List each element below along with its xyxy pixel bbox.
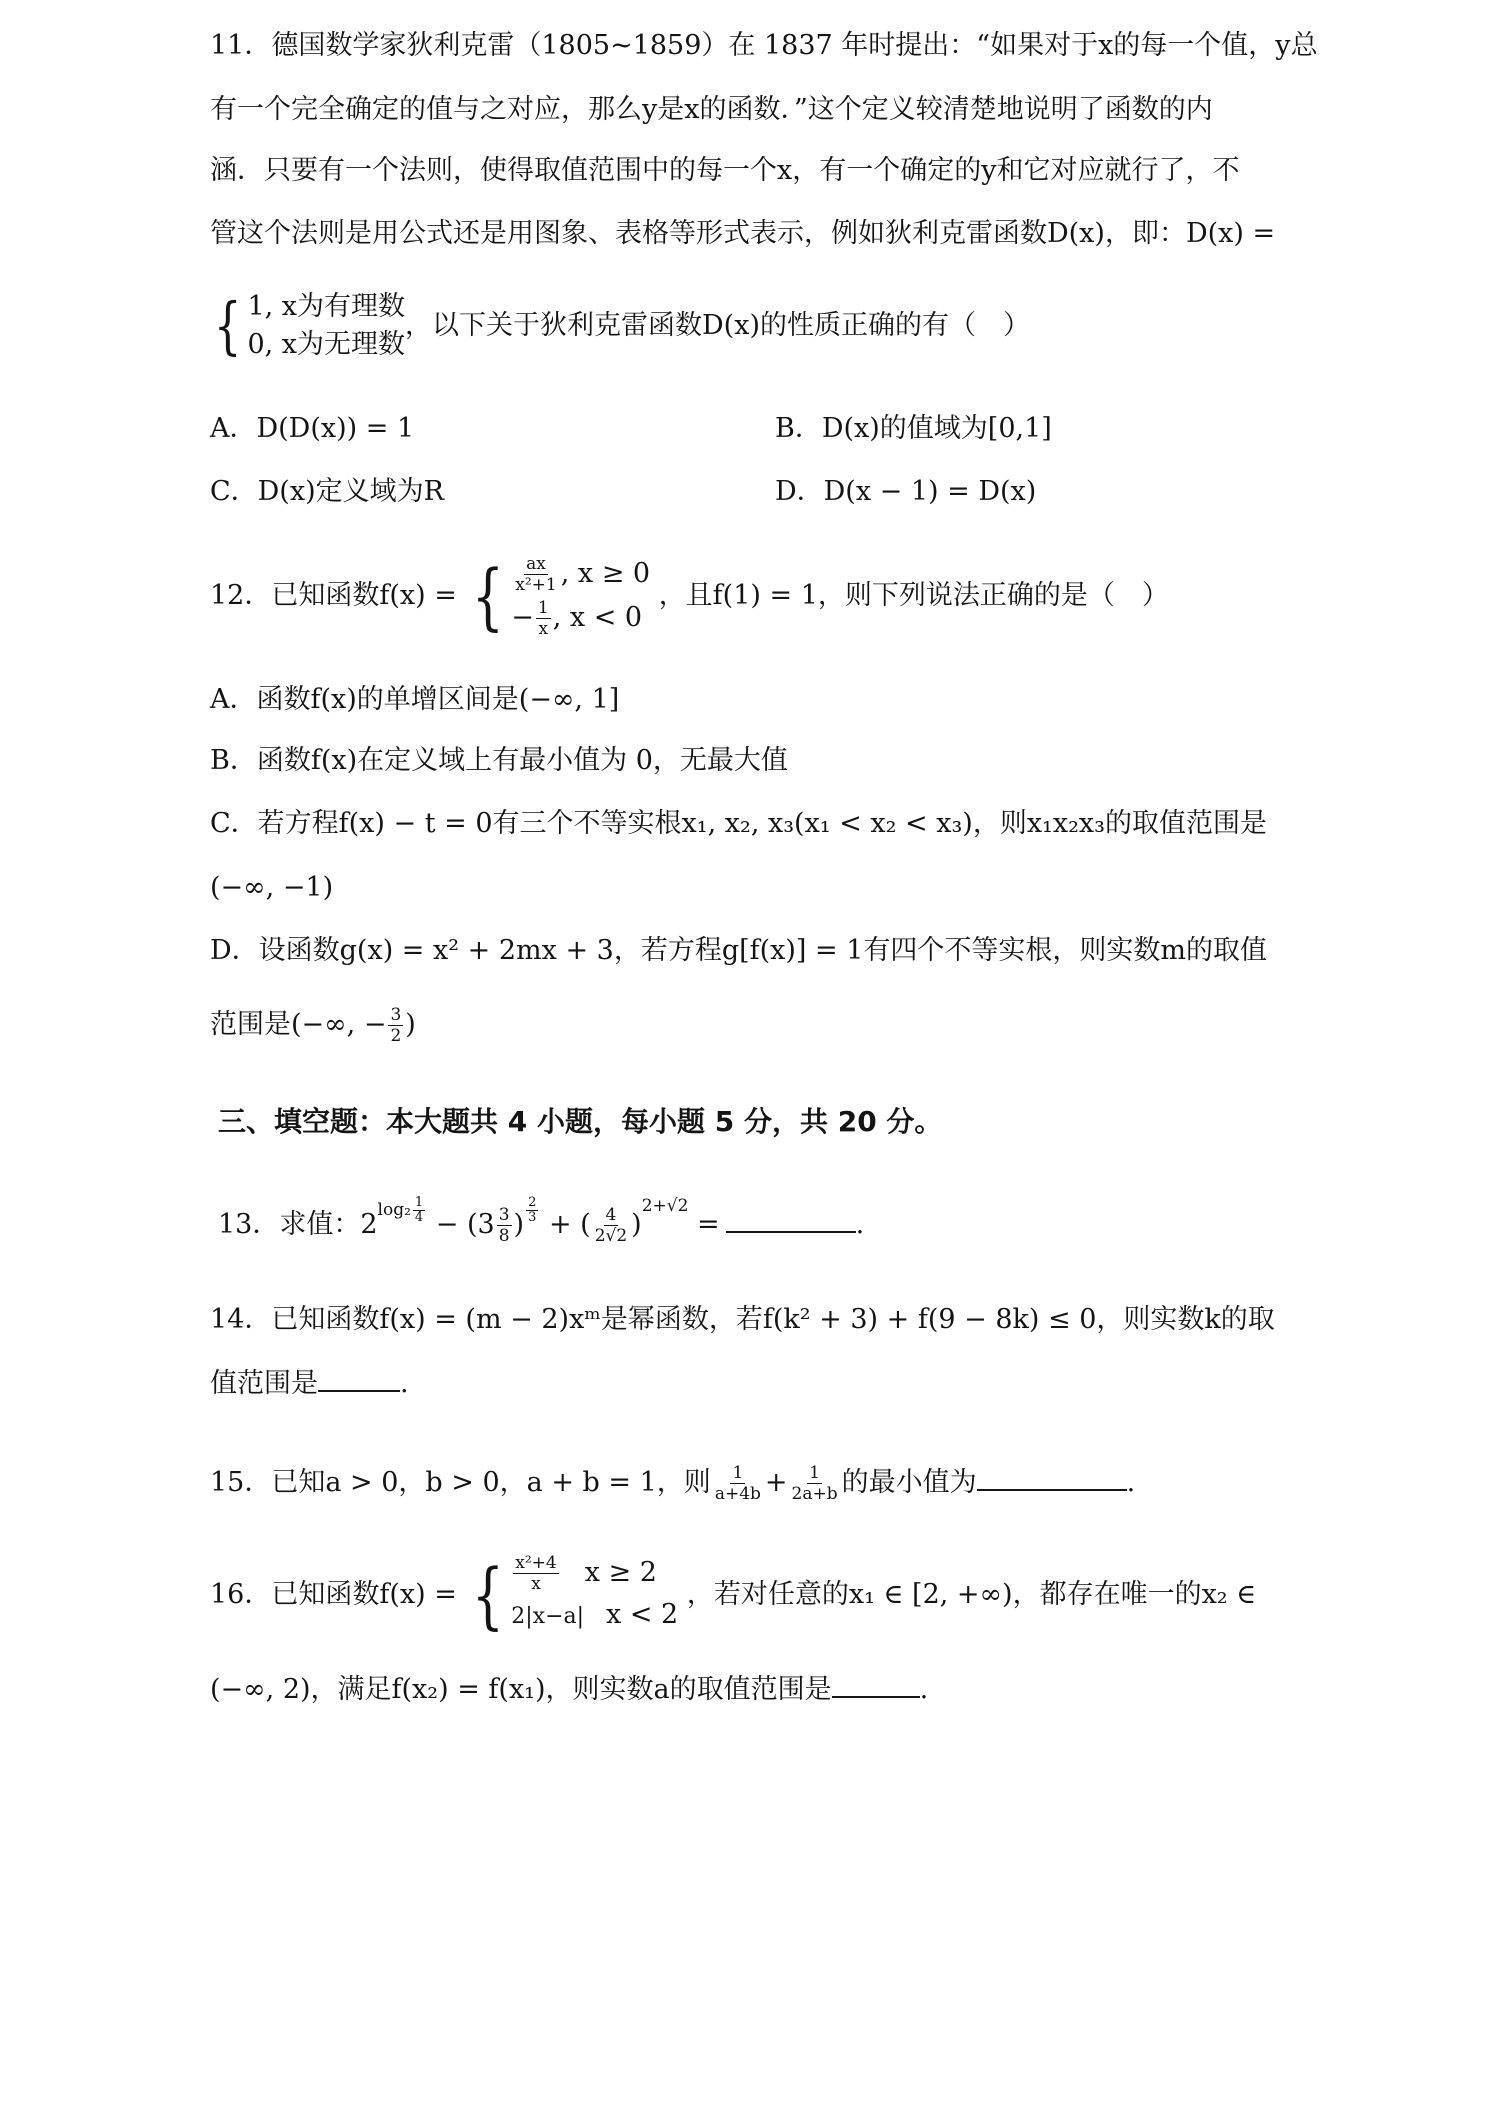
q11-option-c: C．D(x)定义域为R: [210, 476, 444, 507]
q13-mid3: + (: [540, 1209, 591, 1240]
q16-case2-expr: 2|x−a|: [511, 1604, 585, 1629]
q13-mid1: − (3: [427, 1209, 495, 1240]
q11-line3: 涵．只要有一个法则，使得取值范围中的每一个x，有一个确定的y和它对应就行了，不: [210, 155, 1240, 186]
q14-line2-text: 值范围是: [210, 1368, 318, 1399]
q11-option-d: D．D(x − 1) = D(x): [775, 476, 1037, 507]
q14-line1: 14．已知函数f(x) = (m − 2)xᵐ是幂函数，若f(k² + 3) + f(9 − 8k) ≤ 0，则实数k的取: [210, 1304, 1275, 1335]
q16-suffix: ，若对任意的x₁ ∈ [2, +∞)，都存在唯一的x₂ ∈: [686, 1579, 1257, 1610]
q12-option-c-line2: (−∞, −1): [210, 872, 334, 903]
q16-case1-cond: x ≥ 2: [584, 1557, 657, 1588]
q11-cases: [247, 288, 405, 364]
left-brace: {: [472, 554, 505, 638]
q15-f2-num: 1: [809, 1463, 820, 1483]
q11-option-b: B．D(x)的值域为[0,1]: [775, 413, 1052, 444]
q15-f1-den: a+4b: [714, 1484, 761, 1504]
section-3-heading: 三、填空题：本大题共 4 小题，每小题 5 分，共 20 分。: [218, 1105, 943, 1138]
q15-f1-num: 1: [732, 1463, 744, 1483]
q13-mid4: ): [631, 1209, 642, 1240]
q16-case2-cond: x < 2: [606, 1599, 679, 1630]
left-brace: {: [472, 1553, 505, 1637]
q13-prefix: 13．求值：2: [218, 1209, 378, 1240]
q13-end: .: [855, 1209, 865, 1240]
q16-stem: [210, 1552, 1256, 1638]
q12-case1-cond: , x ≥ 0: [560, 558, 651, 589]
q13-stem: [218, 1178, 864, 1253]
q12-optd2-den: 2: [390, 1026, 402, 1046]
q13-exp2-num: 2: [528, 1195, 537, 1210]
q12-case1: [511, 552, 650, 596]
q12-optd2-suffix: ): [405, 1009, 416, 1040]
q16-cases: [511, 1552, 678, 1638]
q13-suffix: =: [688, 1209, 720, 1240]
q13-frac-den: 2√2: [594, 1226, 628, 1246]
q12-optd2-prefix: 范围是(−∞, −: [210, 1009, 387, 1040]
q12-case2-num: 1: [537, 598, 549, 618]
q12-option-a: A．函数f(x)的单增区间是(−∞, 1]: [210, 684, 620, 715]
q15-stem: [210, 1458, 1135, 1508]
q13-mid2: ): [513, 1209, 525, 1240]
q16-answer-blank[interactable]: [832, 1674, 920, 1698]
q12-suffix: ，且f(1) = 1，则下列说法正确的是（ ）: [658, 580, 1169, 611]
q12-cases: [511, 552, 650, 640]
left-brace: {: [213, 289, 242, 362]
q15-f2-den: 2a+b: [791, 1484, 838, 1504]
q11-line1: 11．德国数学家狄利克雷（1805~1859）在 1837 年时提出：“如果对于x的每一个值，y总: [210, 30, 1318, 61]
q12-option-d-line1: D．设函数g(x) = x² + 2mx + 3，若方程g[f(x)] = 1有四个不等实根，则实数m的取值: [210, 935, 1268, 966]
q13-exp1: log₂: [377, 1200, 411, 1220]
q16-case2: [511, 1594, 678, 1638]
q12-case2-den: x: [538, 619, 549, 639]
q12-case2: [511, 596, 650, 640]
q15-suffix: 的最小值为: [841, 1467, 977, 1498]
q12-case2-minus: −: [511, 602, 534, 633]
q16-line2: [210, 1672, 928, 1708]
q15-prefix: 15．已知a > 0，b > 0，a + b = 1，则: [210, 1467, 711, 1498]
q12-option-c-line1: C．若方程f(x) − t = 0有三个不等实根x₁, x₂, x₃(x₁ < x₂ < x₃)，则x₁x₂x₃的取值范围是: [210, 808, 1267, 839]
q12-stem: [210, 552, 1169, 640]
q11-case2: 0, x为无理数: [247, 329, 406, 360]
q15-plus: +: [764, 1467, 788, 1498]
q12-case1-den: x²+1: [515, 575, 557, 595]
q16-line2-text: (−∞, 2)，满足f(x₂) = f(x₁)，则实数a的取值范围是: [210, 1674, 832, 1705]
q13-frac-num: 4: [605, 1205, 617, 1225]
q16-end: .: [919, 1674, 929, 1705]
q11-question-stem: ，以下关于狄利克雷函数D(x)的性质正确的有（ ）: [405, 310, 1030, 341]
q12-case2-cond: , x < 0: [552, 602, 643, 633]
q11-piecewise: [208, 288, 1030, 364]
q13-exp1-num: 1: [414, 1195, 424, 1210]
q16-case1-num: x²+4: [515, 1553, 557, 1573]
q13-exp2-den: 3: [528, 1210, 537, 1225]
q11-case1: 1, x为有理数: [247, 291, 406, 322]
q13-mix-num: 3: [498, 1205, 510, 1225]
q13-exp3: 2+√2: [641, 1196, 689, 1216]
q15-end: .: [1126, 1467, 1136, 1498]
q16-prefix: 16．已知函数f(x) =: [210, 1579, 457, 1610]
q11-line2: 有一个完全确定的值与之对应，那么y是x的函数．”这个定义较清楚地说明了函数的内: [210, 94, 1213, 125]
q14-line2: [210, 1366, 409, 1402]
q15-answer-blank[interactable]: [977, 1467, 1127, 1491]
q12-option-d-line2: [210, 1003, 416, 1047]
q12-option-b: B．函数f(x)在定义域上有最小值为 0，无最大值: [210, 745, 788, 776]
q13-answer-blank[interactable]: [726, 1209, 856, 1233]
q14-answer-blank[interactable]: [318, 1368, 400, 1392]
q12-case1-num: ax: [526, 554, 546, 574]
q12-optd2-num: 3: [390, 1005, 402, 1025]
q13-mix-den: 8: [498, 1226, 510, 1246]
q13-exp1-den: 4: [414, 1210, 424, 1225]
q11-line4: 管这个法则是用公式还是用图象、表格等形式表示，例如狄利克雷函数D(x)，即：D(x) =: [210, 218, 1276, 249]
q12-prefix: 12．已知函数f(x) =: [210, 580, 457, 611]
q14-end: .: [400, 1368, 409, 1399]
q11-option-a: A．D(D(x)) = 1: [210, 413, 415, 444]
q16-case1-den: x: [531, 1574, 541, 1594]
q16-case1: [511, 1552, 678, 1594]
